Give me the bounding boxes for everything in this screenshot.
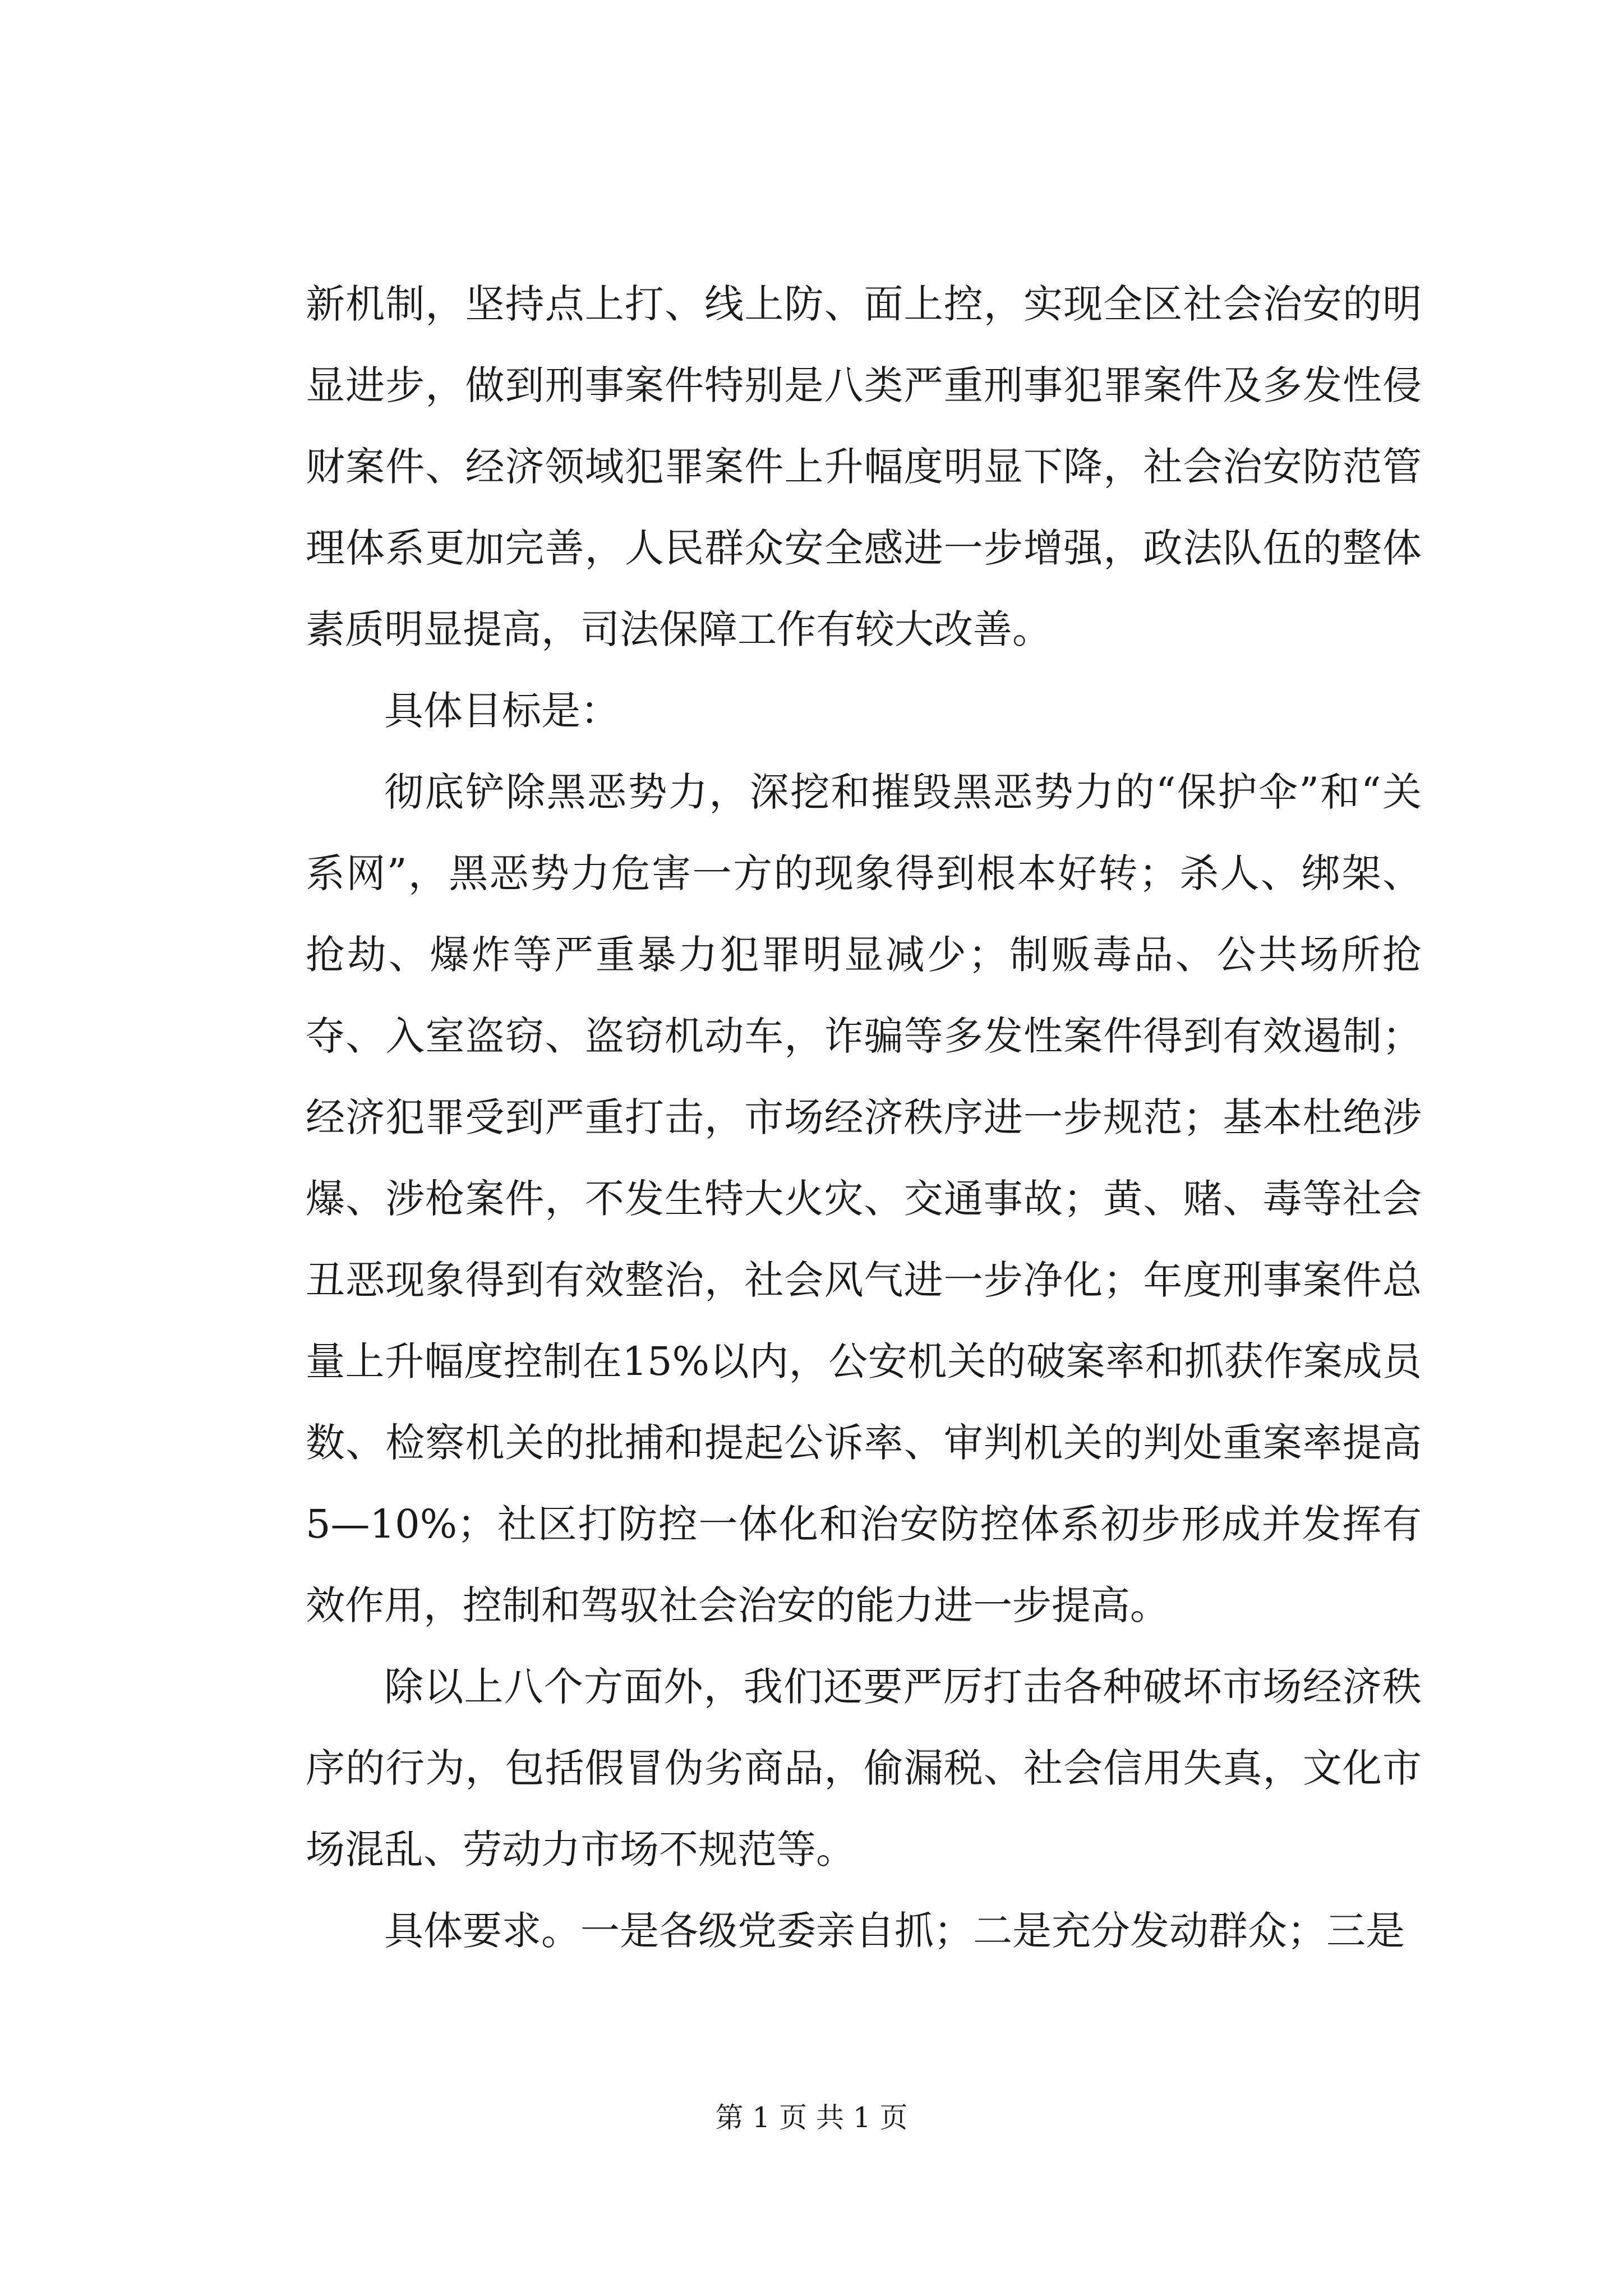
page-footer: 第 1 页 共 1 页 [715,2101,908,2134]
paragraph-3: 彻底铲除黑恶势力，深挖和摧毁黑恶势力的“保护伞”和“关系网”，黑恶势力危害一方的现象得到根本好转；杀人、绑架、抢劫、爆炸等严重暴力犯罪明显减少；制贩毒品、公共场所抢夺、入室盗窃、盗窃机动车，诈骗等多发性案件得到有效遏制；经济犯罪受到严重打击，市场经济秩序进一步规范；基本杜绝涉爆、涉枪案件，不发生特大火灾、交通事故；黄、赌、毒等社会丑恶现象得到有效整治，社会风气进一步净化；年度刑事案件总量上升幅度控制在15%以内，公安机关的破案率和抓获作案成员数、检察机关的批捕和提起公诉率、审判机关的判处重案率提高5—10%；社区打防控一体化和治安防控体系初步形成并发挥有效作用，控制和驾驭社会治安的能力进一步提高。 [306,769,1422,1628]
paragraph-1: 新机制，坚持点上打、线上防、面上控，实现全区社会治安的明显进步，做到刑事案件特别是八类严重刑事犯罪案件及多发性侵财案件、经济领域犯罪案件上升幅度明显下降，社会治安防范管理体系更加完善，人民群众安全感进一步增强，政法队伍的整体素质明显提高，司法保障工作有较大改善。 [306,281,1422,652]
document-body [306,264,1422,1972]
paragraph-5: 具体要求。一是各级党委亲自抓；二是充分发动群众；三是 [384,1908,1405,1954]
paragraph-2: 具体目标是： [384,688,620,734]
paragraph-4: 除以上八个方面外，我们还要严厉打击各种破坏市场经济秩序的行为，包括假冒伪劣商品，偷漏税、社会信用失真，文化市场混乱、劳动力市场不规范等。 [306,1664,1422,1872]
